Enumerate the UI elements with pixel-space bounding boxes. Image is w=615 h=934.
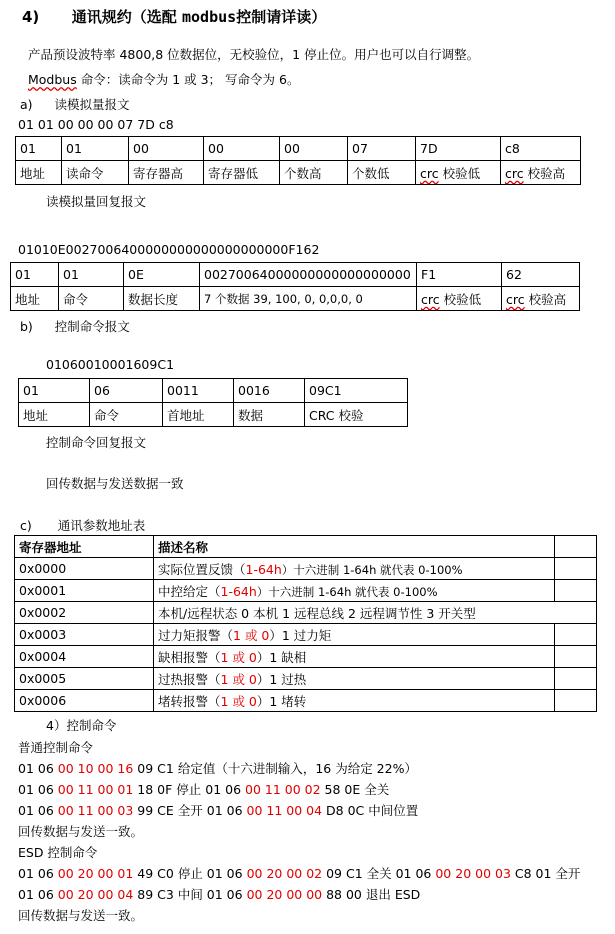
desc-text: 中控给定（ <box>158 583 221 599</box>
table-cell: 地址 <box>11 287 59 311</box>
control-reply-title: 控制命令回复报文 <box>46 435 147 450</box>
cmd-text: 99 CE 全开 01 06 <box>133 803 247 818</box>
section-b-title <box>20 317 130 335</box>
desc-red: 1 或 0 <box>220 671 257 687</box>
table-cell: 0016 <box>234 379 305 403</box>
cmd-text: 01 06 <box>18 761 58 776</box>
cmd-red: 00 10 00 16 <box>57 761 134 776</box>
table-cell <box>416 161 501 185</box>
reply-same-text: 回传数据与发送一致。 <box>18 908 144 923</box>
table-cell: 07 <box>348 137 416 161</box>
cmd-text: 01 06 <box>18 782 58 797</box>
desc-text: 堵转报警（ <box>158 693 221 709</box>
table-cell <box>154 690 555 712</box>
cmd-red: 00 11 00 01 <box>57 782 134 797</box>
table-cell <box>555 646 597 668</box>
crc-suffix: 校验低 <box>438 165 481 181</box>
table-cell <box>501 161 581 185</box>
esd-commands-title: ESD 控制命令 <box>18 845 98 860</box>
table-cell: 个数高 <box>280 161 348 185</box>
read-frame: 01 01 00 00 00 07 7D c8 <box>18 117 174 132</box>
command-line <box>18 864 580 882</box>
table-cell: 09C1 <box>305 379 408 403</box>
table-header-row <box>15 536 597 558</box>
table-cell: F1 <box>417 263 502 287</box>
crc-suffix: 校验高 <box>524 291 567 307</box>
table-cell: 7 个数据 39, 100, 0, 0,0,0, 0 <box>200 287 417 311</box>
cmd-text: 89 C3 中间 01 06 <box>133 887 247 902</box>
table-cell <box>154 624 555 646</box>
table-cell <box>154 646 555 668</box>
section-a-text: 读模拟量报文 <box>54 97 130 112</box>
cmd-text: 58 0E 全关 <box>320 782 390 797</box>
table-cell <box>154 602 555 624</box>
table-cell: 00 <box>129 137 204 161</box>
heading-title-b: modbus <box>182 8 237 26</box>
heading-title-a: 通讯规约（选配 <box>71 8 182 26</box>
read-reply-table <box>10 262 580 311</box>
table-row <box>15 558 597 580</box>
table-cell: 00 <box>204 137 280 161</box>
table-cell: 01 <box>62 137 129 161</box>
reply-same-text: 回传数据与发送一致。 <box>18 824 144 839</box>
table-cell: 0x0001 <box>15 580 154 602</box>
normal-commands-title: 普通控制命令 <box>18 740 94 755</box>
command-line <box>18 780 389 798</box>
desc-red: 1-64h <box>220 583 257 599</box>
table-cell <box>555 536 597 558</box>
section-a-title <box>20 95 130 113</box>
cmd-text: 09 C1 给定值（十六进制输入，16 为给定 22%） <box>133 761 417 776</box>
table-cell: 01 <box>19 379 90 403</box>
table-cell <box>555 602 597 624</box>
address-table <box>14 535 597 712</box>
desc-red: 1 或 0 <box>233 627 270 643</box>
table-cell: 读命令 <box>62 161 129 185</box>
section-b-label: b) <box>20 319 33 334</box>
table-row <box>11 263 580 287</box>
command-desc: 命令：读命令为 1 或 3； 写命令为 6。 <box>76 72 300 87</box>
table-cell: 0011 <box>163 379 234 403</box>
table-cell: 地址 <box>19 403 90 427</box>
table-cell: CRC 校验 <box>305 403 408 427</box>
table-cell <box>555 624 597 646</box>
crc-word: crc <box>506 291 525 307</box>
table-cell <box>502 287 580 311</box>
table-cell: 01 <box>16 137 62 161</box>
desc-text: 实际位置反馈（ <box>158 561 246 577</box>
cmd-red: 00 11 00 03 <box>57 803 134 818</box>
desc-red: 1 或 0 <box>220 693 257 709</box>
cmd-red: 00 11 00 04 <box>246 803 323 818</box>
table-cell: 0x0006 <box>15 690 154 712</box>
cmd-text: 88 00 退出 ESD <box>322 887 421 902</box>
command-line <box>18 801 418 819</box>
table-row <box>16 161 581 185</box>
crc-suffix: 校验低 <box>439 291 482 307</box>
modbus-word: Modbus <box>28 72 77 87</box>
desc-text: 过热报警（ <box>158 671 221 687</box>
table-cell: 数据长度 <box>124 287 200 311</box>
cmd-red: 00 20 00 01 <box>57 866 134 881</box>
read-reply-frame: 01010E0027006400000000000000000000F162 <box>18 242 320 257</box>
heading-number: 4) <box>22 8 40 26</box>
table-row <box>15 624 597 646</box>
crc-word: crc <box>505 165 524 181</box>
table-cell: 地址 <box>16 161 62 185</box>
table-cell: 7D <box>416 137 501 161</box>
heading-title-c: 控制请详读） <box>236 8 327 26</box>
crc-word: crc <box>420 165 439 181</box>
desc-text: ）十六进制 1-64h 就代表 0-100% <box>281 562 463 577</box>
command-line <box>18 759 417 777</box>
cmd-text: C8 01 全开 <box>510 866 581 881</box>
table-cell: 06 <box>90 379 163 403</box>
table-cell: 0x0002 <box>15 602 154 624</box>
table-cell: 寄存器高 <box>129 161 204 185</box>
command-line <box>18 885 420 903</box>
section-c-label: c) <box>20 518 32 533</box>
crc-word: crc <box>421 291 440 307</box>
table-cell: 0x0004 <box>15 646 154 668</box>
table-row <box>15 580 597 602</box>
cmd-red: 00 20 00 00 <box>246 887 323 902</box>
table-row <box>15 646 597 668</box>
section-heading <box>22 6 326 27</box>
cmd-text: D8 0C 中间位置 <box>322 803 419 818</box>
table-cell: 数据 <box>234 403 305 427</box>
desc-text: ）十六进制 1-64h 就代表 0-100% <box>256 584 438 599</box>
table-cell <box>154 580 555 602</box>
desc-red: 1-64h <box>245 561 282 577</box>
cmd-red: 00 20 00 03 <box>435 866 511 881</box>
cmd-text: 01 06 <box>18 887 58 902</box>
modbus-command-text <box>28 70 299 88</box>
table-cell: 命令 <box>59 287 124 311</box>
table-cell: 命令 <box>90 403 163 427</box>
cmd-text: 01 06 <box>18 866 58 881</box>
table-cell <box>555 690 597 712</box>
table-row <box>15 602 597 624</box>
desc-text: 缺相报警（ <box>158 649 221 665</box>
control-commands-title: 4）控制命令 <box>46 718 117 733</box>
read-reply-title: 读模拟量回复报文 <box>46 194 147 209</box>
desc-text: ）1 缺相 <box>256 649 307 665</box>
table-cell <box>555 558 597 580</box>
table-cell <box>555 580 597 602</box>
cmd-red: 00 11 00 02 <box>245 782 321 797</box>
desc-text: ）1 过热 <box>256 671 307 687</box>
section-c-title <box>20 516 145 534</box>
table-cell: c8 <box>501 137 581 161</box>
control-reply-text: 回传数据与发送数据一致 <box>46 476 184 491</box>
table-cell <box>154 668 555 690</box>
table-row <box>19 403 408 427</box>
table-row <box>15 690 597 712</box>
table-cell: 00270064000000000000000000 <box>200 263 417 287</box>
table-cell: 0x0000 <box>15 558 154 580</box>
desc-text: ）1 过力矩 <box>269 627 332 643</box>
table-cell: 01 <box>11 263 59 287</box>
desc-red: 1 或 0 <box>220 649 257 665</box>
cmd-red: 00 20 00 04 <box>57 887 134 902</box>
baud-rate-text: 产品预设波特率 4800,8 位数据位，无校验位，1 停止位。用户也可以自行调整。 <box>28 47 480 62</box>
control-table <box>18 378 408 427</box>
table-cell: 寄存器低 <box>204 161 280 185</box>
control-frame: 01060010001609C1 <box>46 357 175 372</box>
crc-suffix: 校验高 <box>523 165 566 181</box>
section-a-label: a) <box>20 97 33 112</box>
table-cell <box>555 668 597 690</box>
cmd-text: 18 0F 停止 01 06 <box>133 782 246 797</box>
cmd-text: 09 C1 全关 01 06 <box>322 866 436 881</box>
section-b-text: 控制命令报文 <box>54 319 130 334</box>
table-cell <box>417 287 502 311</box>
table-cell: 00 <box>280 137 348 161</box>
desc-text: ）1 堵转 <box>256 693 307 709</box>
table-cell: 0x0005 <box>15 668 154 690</box>
section-c-text: 通讯参数地址表 <box>57 518 146 533</box>
table-cell: 首地址 <box>163 403 234 427</box>
cmd-red: 00 20 00 02 <box>246 866 323 881</box>
table-cell: 62 <box>502 263 580 287</box>
table-cell: 01 <box>59 263 124 287</box>
table-cell: 0E <box>124 263 200 287</box>
header-cell: 描述名称 <box>154 536 555 558</box>
cmd-text: 49 C0 停止 01 06 <box>133 866 247 881</box>
desc-text: 本机/远程状态 0 本机 1 远程总线 2 远程调节性 3 开关型 <box>158 605 476 621</box>
table-cell: 0x0003 <box>15 624 154 646</box>
desc-text: 过力矩报警（ <box>158 627 234 643</box>
table-row <box>15 668 597 690</box>
table-row <box>11 287 580 311</box>
table-cell <box>154 558 555 580</box>
table-row <box>16 137 581 161</box>
table-row <box>19 379 408 403</box>
read-request-table <box>15 136 581 185</box>
header-cell: 寄存器地址 <box>15 536 154 558</box>
cmd-text: 01 06 <box>18 803 58 818</box>
table-cell: 个数低 <box>348 161 416 185</box>
